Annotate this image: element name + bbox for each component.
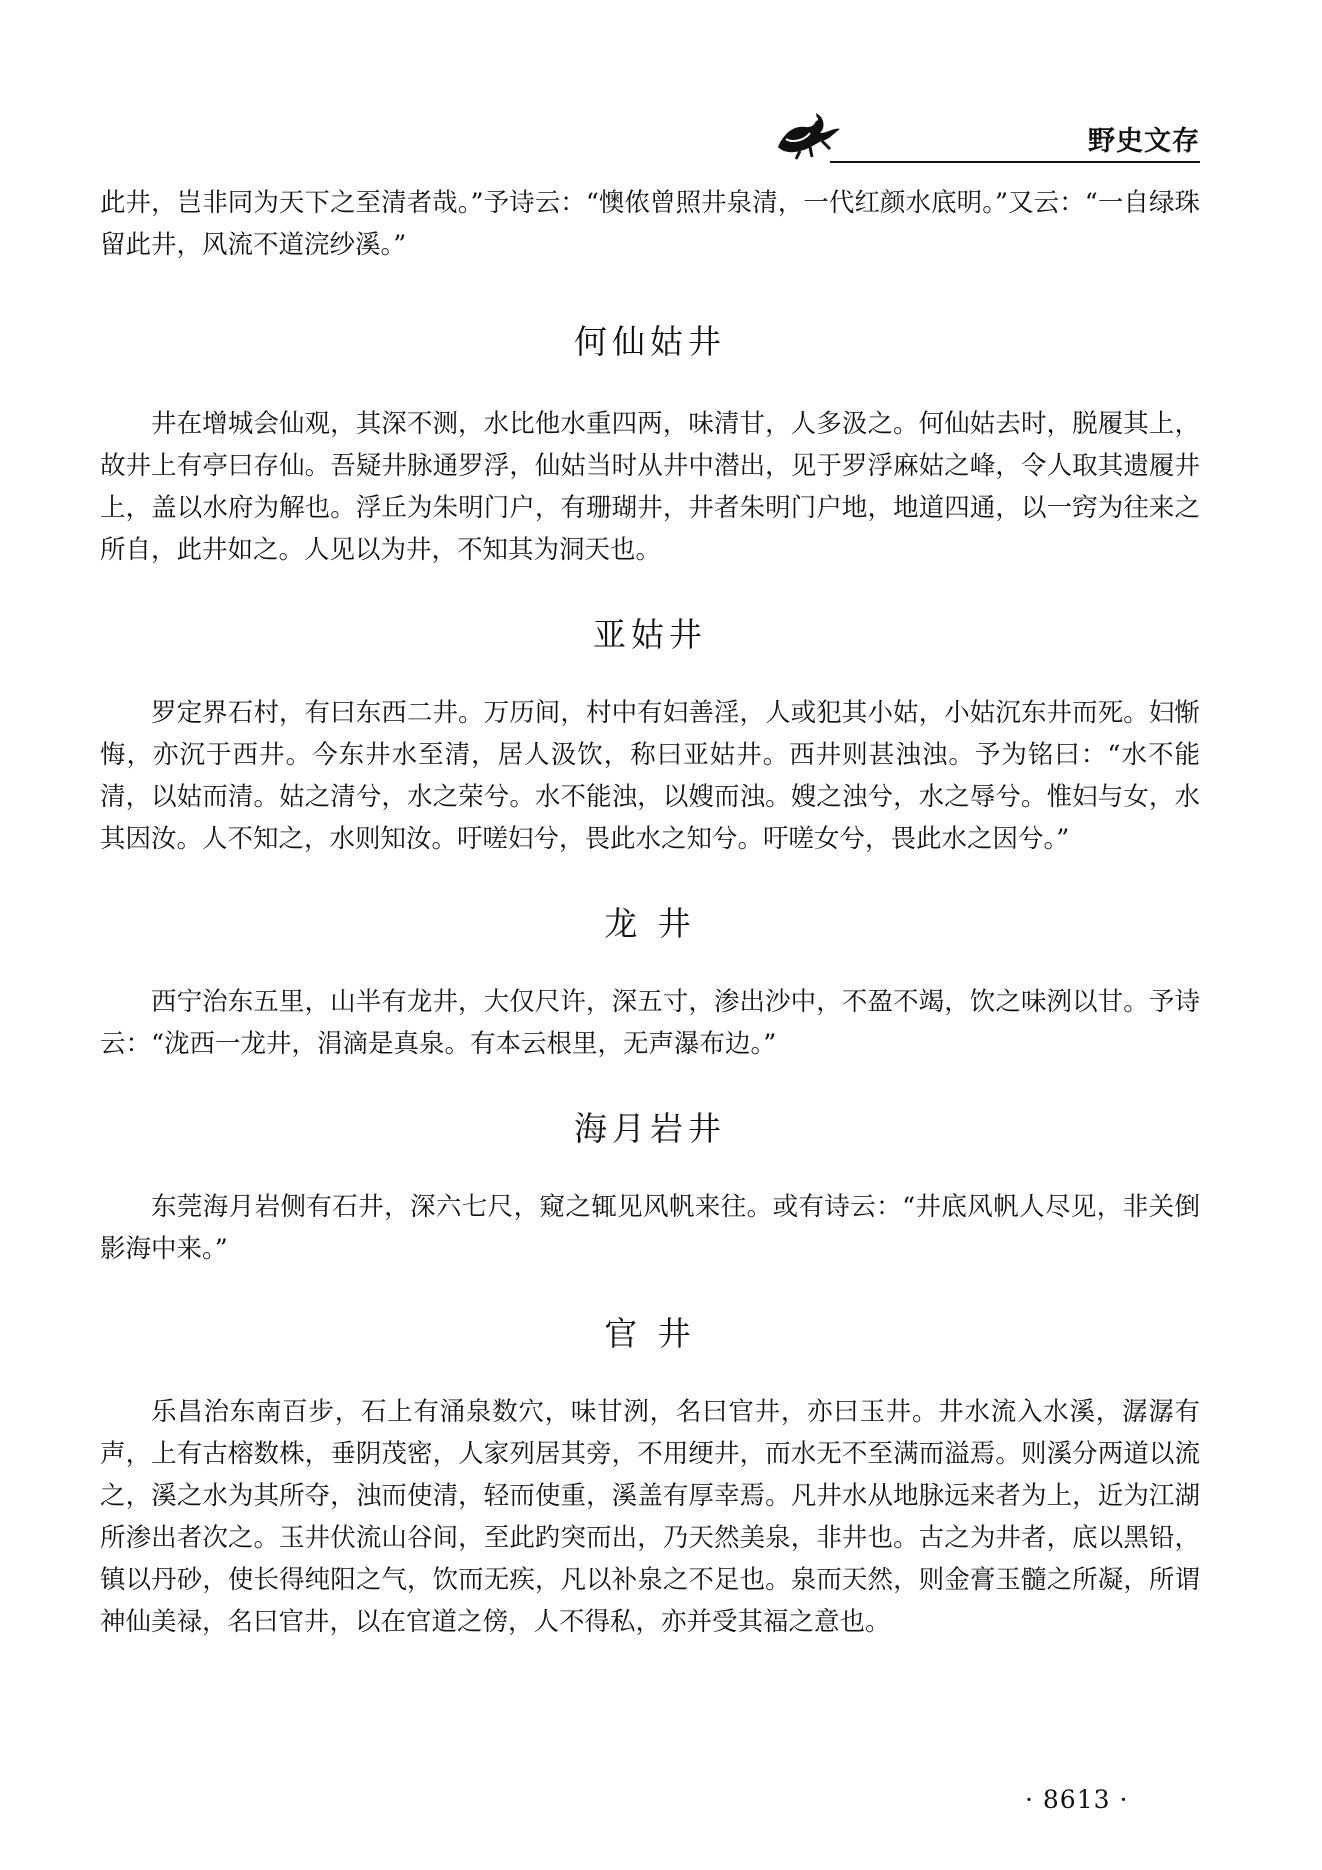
dragon-emblem-icon — [770, 103, 850, 163]
section-title: 龙 井 — [604, 904, 696, 943]
section-body: 西宁治东五里，山半有龙井，大仅尺许，深五寸，渗出沙中，不盈不竭，饮之味洌以甘。予诗云：“泷西一龙井，涓滴是真泉。有本云根里，无声瀑布边。” — [100, 987, 1200, 1059]
section-body: 罗定界石村，有曰东西二井。万历间，村中有妇善淫，人或犯其小姑，小姑沉东井而死。妇惭悔，亦沉于西井。今东井水至清，居人汲饮，称曰亚姑井。西井则甚浊浊。予为铭曰：“水不能清，以姑而清。姑之清兮，水之荣兮。水不能浊，以嫂而浊。嫂之浊兮，水之辱兮。惟妇与女，水其因汝。人不知之，水则知汝。吁嗟妇兮，畏此水之知兮。吁嗟女兮，畏此水之因兮。” — [100, 698, 1200, 854]
section-body: 东莞海月岩侧有石井，深六七尺，窥之辄见风帆来往。或有诗云：“井底风帆人尽见，非关倒影海中来。” — [100, 1192, 1200, 1264]
section-title: 何仙姑井 — [574, 322, 726, 361]
section-title: 海月岩井 — [574, 1109, 726, 1148]
section-body: 乐昌治东南百步，石上有涌泉数穴，味甘洌，名曰官井，亦曰玉井。井水流入水溪，潺潺有声，上有古榕数株，垂阴茂密，人家列居其旁，不用绠井，而水无不至满而溢焉。则溪分两道以流之，溪之水为其所夺，浊而使清，轻而使重，溪盖有厚幸焉。凡井水从地脉远来者为上，近为江湖所渗出者次之。玉井伏流山谷间，至此趵突而出，乃天然美泉，非井也。古之为井者，底以黑铅，镇以丹砂，使长得纯阳之气，饮而无疾，凡以补泉之不足也。泉而天然，则金膏玉髓之所凝，所谓神仙美禄，名曰官井，以在官道之傍，人不得私，亦并受其福之意也。 — [100, 1397, 1200, 1637]
section-title: 官 井 — [604, 1314, 696, 1353]
section-title: 亚姑井 — [593, 615, 707, 654]
lead-paragraph: 此井，岂非同为天下之至清者哉。”予诗云：“懊侬曾照井泉清，一代红颜水底明。”又云：“一自绿珠留此井，风流不道浣纱溪。” — [100, 188, 1200, 260]
series-title: 野史文存 — [1088, 126, 1200, 157]
page-number: · 8613 · — [1025, 1785, 1129, 1814]
running-header — [770, 95, 1200, 165]
section-body: 井在增城会仙观，其深不测，水比他水重四两，味清甘，人多汲之。何仙姑去时，脱履其上，故井上有亭曰存仙。吾疑井脉通罗浮，仙姑当时从井中潜出，见于罗浮麻姑之峰，令人取其遗履井上，盖以水府为解也。浮丘为朱明门户，有珊瑚井，井者朱明门户地，地道四通，以一窍为往来之所自，此井如之。人见以为井，不知其为洞天也。 — [100, 409, 1200, 565]
page-body — [100, 182, 1200, 1643]
header-rule — [830, 161, 1200, 163]
